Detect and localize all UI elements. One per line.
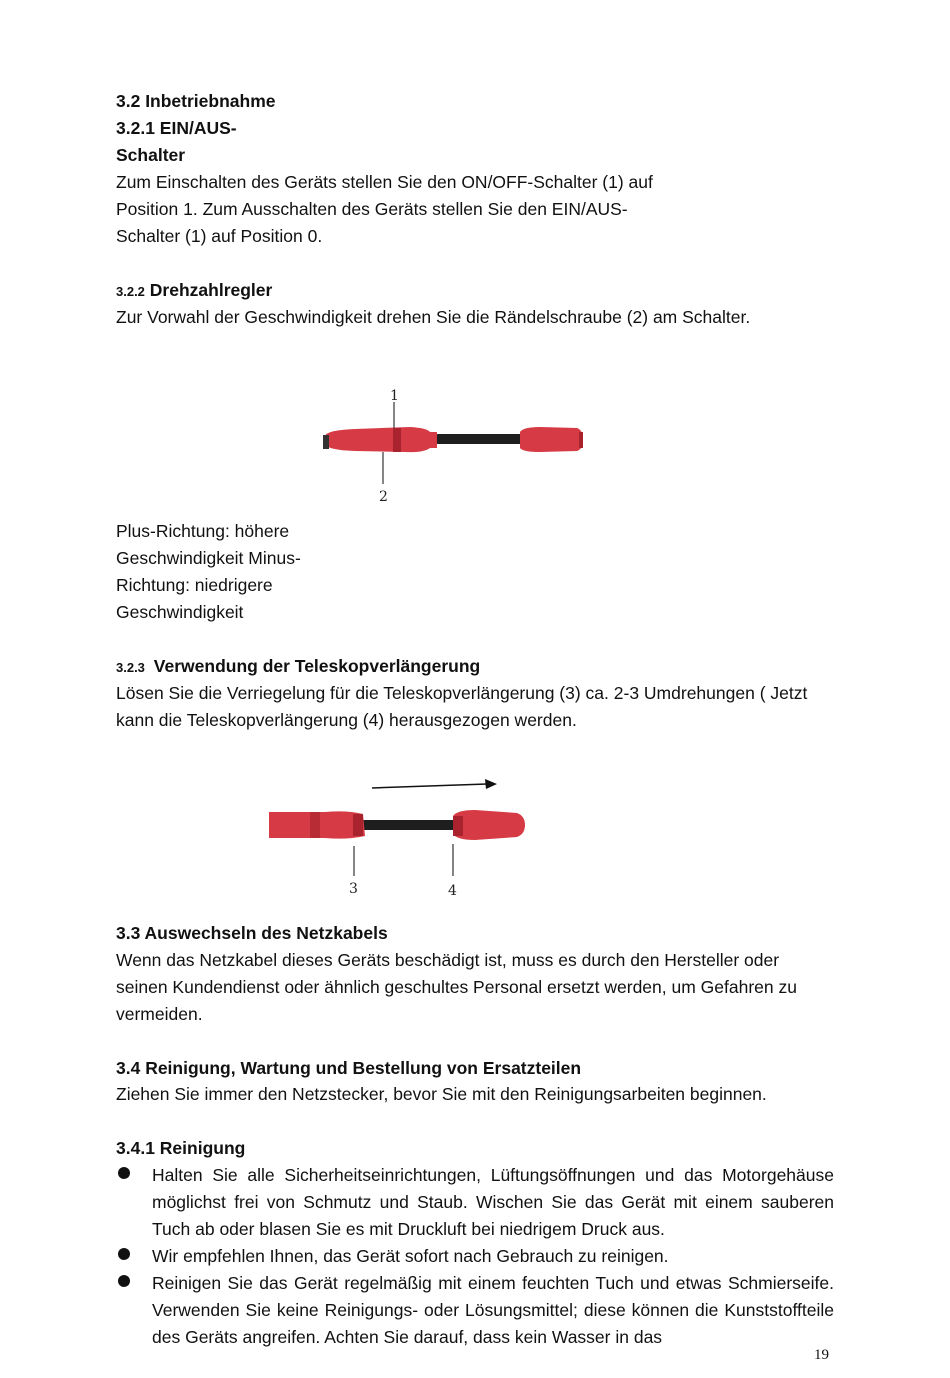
shaft (435, 434, 530, 444)
callout-label: 3 (349, 881, 358, 897)
paragraph-line: Geschwindigkeit Minus- (116, 548, 301, 568)
heading-3-2-3 (116, 653, 480, 681)
heading-3-2-2 (116, 277, 272, 305)
tool-body (325, 427, 437, 452)
section-number: 3.2.2 (116, 284, 145, 299)
heading-3-2-1-a: 3.2.1 EIN/AUS- (116, 118, 237, 138)
bullet-text: Halten Sie alle Sicherheitseinrichtungen, Lüftungsöffnungen und das Motorgehäuse möglichst frei von Schmutz und Staub. Wischen Sie das Gerät mit einem sauberen Tuch ab oder blasen Sie es mit Druckluft bei niedrigem Druck aus. (152, 1165, 834, 1239)
bullet-icon (118, 1275, 130, 1287)
callout-label: 4 (448, 883, 457, 899)
heading-3-4-1: 3.4.1 Reinigung (116, 1138, 246, 1158)
section-title: Verwendung der Teleskopverlängerung (153, 656, 481, 676)
heading-3-4: 3.4 Reinigung, Wartung und Bestellung von Ersatzteilen (116, 1058, 582, 1078)
paragraph-line: kann die Teleskopverlängerung (4) herausgezogen werden. (116, 710, 577, 730)
paragraph-line: Richtung: niedrigere (116, 575, 273, 595)
pull-arrow (372, 784, 487, 788)
heading-3-2: 3.2 Inbetriebnahme (116, 91, 276, 111)
figure-telescope (265, 770, 535, 905)
callout-label: 1 (390, 388, 399, 404)
paragraph-line: vermeiden. (116, 1004, 203, 1024)
section-title: Drehzahlregler (149, 280, 273, 300)
paragraph-line: Position 1. Zum Ausschalten des Geräts stellen Sie den EIN/AUS- (116, 199, 628, 219)
tool-grip (520, 427, 583, 452)
figure-tool-switch (315, 380, 595, 510)
bullet-icon (118, 1248, 130, 1260)
paragraph-line: Zum Einschalten des Geräts stellen Sie den ON/OFF-Schalter (1) auf (116, 172, 653, 192)
arrow-head-icon (485, 779, 497, 789)
paragraph-line: Zur Vorwahl der Geschwindigkeit drehen Sie die Rändelschraube (2) am Schalter. (116, 307, 751, 327)
paragraph-line: Ziehen Sie immer den Netzstecker, bevor Sie mit den Reinigungsarbeiten beginnen. (116, 1084, 767, 1104)
paragraph-line: Wenn das Netzkabel dieses Geräts beschädigt ist, muss es durch den Hersteller oder (116, 950, 780, 970)
bullet-text: Reinigen Sie das Gerät regelmäßig mit einem feuchten Tuch und etwas Schmierseife. Verwenden Sie keine Reinigungs- oder Lösungsmittel; diese können die Kunststoffteile des Geräts angreifen. Achten Sie darauf, dass kein Wasser in das (152, 1273, 834, 1347)
heading-3-3: 3.3 Auswechseln des Netzkabels (116, 923, 388, 943)
paragraph-line: Lösen Sie die Verriegelung für die Teleskopverlängerung (3) ca. 2-3 Umdrehungen ( Jetzt (116, 683, 808, 703)
bullet-icon (118, 1167, 130, 1179)
bullet-text: Wir empfehlen Ihnen, das Gerät sofort nach Gebrauch zu reinigen. (152, 1246, 669, 1266)
paragraph-line: Geschwindigkeit (116, 602, 244, 622)
paragraph-line: Plus-Richtung: höhere (116, 521, 290, 541)
callout-label: 2 (379, 489, 388, 505)
section-number: 3.2.3 (116, 660, 145, 675)
paragraph-line: seinen Kundendienst oder ähnlich geschultes Personal ersetzt werden, um Gefahren zu (116, 977, 797, 997)
paragraph-line: Schalter (1) auf Position 0. (116, 226, 323, 246)
heading-3-2-1-b: Schalter (116, 145, 186, 165)
tool-grip (453, 810, 525, 840)
page-number: 19 (814, 1347, 829, 1363)
